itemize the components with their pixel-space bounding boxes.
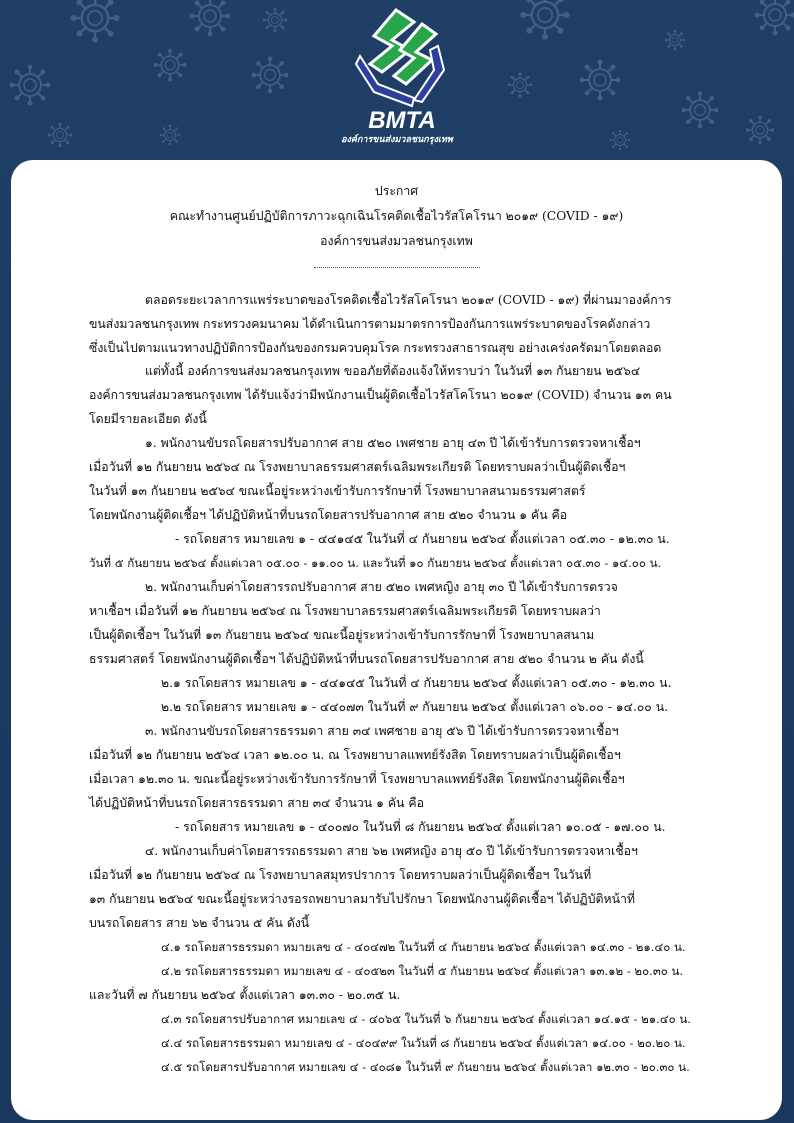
logo-subtitle: องค์การขนส่งมวลชนกรุงเทพ [341,135,453,145]
paragraph-line: ๒.๑ รถโดยสาร หมายเลข ๑ - ๔๔๑๔๕ ในวันที่ ๔ กันยายน ๒๕๖๔ ตั้งแต่เวลา ๐๕.๓๐ - ๑๒.๓๐ น. [161,676,672,690]
paragraph-line: และวันที่ ๗ กันยายน ๒๕๖๔ ตั้งแต่เวลา ๑๓.๓๐ - ๒๐.๓๕ น. [89,988,401,1002]
paragraph-line: ๔.๓ รถโดยสารปรับอากาศ หมายเลข ๔ - ๔๐๖๕ ในวันที่ ๖ กันยายน ๒๕๖๔ ตั้งแต่เวลา ๑๔.๑๕ - ๒๑.๔๐ น. [161,1012,691,1026]
paragraph-line: ธรรมศาสตร์ โดยพนักงานผู้ติดเชื้อฯ ได้ปฏิบัติหน้าที่บนรถโดยสารปรับอากาศ สาย ๕๒๐ จำนวน ๒ คัน ดังนี้ [89,652,644,666]
bmta-logo [352,6,452,148]
logo-text: BMTA [368,107,436,134]
paragraph-line: แต่ทั้งนี้ องค์การขนส่งมวลชนกรุงเทพ ขออภัยที่ต้องแจ้งให้ทราบว่า ในวันที่ ๑๓ กันยายน ๒๕๖๔ [145,364,641,378]
paragraph-line: ๒.๒ รถโดยสาร หมายเลข ๑ - ๔๔๐๗๓ ในวันที่ ๙ กันยายน ๒๕๖๔ ตั้งแต่เวลา ๐๖.๐๐ - ๑๔.๐๐ น. [161,700,669,714]
paragraph-line: เป็นผู้ติดเชื้อฯ ในวันที่ ๑๓ กันยายน ๒๕๖๔ ขณะนี้อยู่ระหว่างเข้ารับการรักษาที่ โรงพยาบาลสนาม [89,628,595,642]
announcement-card [11,160,782,1120]
paragraph-line: ๑๓ กันยายน ๒๕๖๔ ขณะนี้อยู่ระหว่างรอรถพยาบาลมารับไปรักษา โดยพนักงานผู้ติดเชื้อฯ ได้ปฏิบัติหน้าที่ [89,892,636,906]
divider [314,267,480,268]
committee-title: คณะทำงานศูนย์ปฏิบัติการภาวะฉุกเฉินโรคติดเชื้อไวรัสโคโรนา ๒๐๑๙ (COVID - ๑๙) [169,209,624,223]
paragraph-line: ๔. พนักงานเก็บค่าโดยสารรถธรรมดา สาย ๖๒ เพศหญิง อายุ ๕๐ ปี ได้เข้ารับการตรวจหาเชื้อฯ [145,844,638,858]
paragraph-line: เมื่อวันที่ ๑๒ กันยายน ๒๕๖๔ ณ โรงพยาบาลธรรมศาสตร์เฉลิมพระเกียรติ โดยทราบผลว่าเป็นผู้ติดเชื้อฯ [89,460,626,474]
paragraph-line: - รถโดยสาร หมายเลข ๑ - ๔๔๑๔๕ ในวันที่ ๔ กันยายน ๒๕๖๔ ตั้งแต่เวลา ๐๕.๓๐ - ๑๒.๓๐ น. [175,532,670,546]
paragraph-line: หาเชื้อฯ เมื่อวันที่ ๑๒ กันยายน ๒๕๖๔ ณ โรงพยาบาลธรรมศาสตร์เฉลิมพระเกียรติ โดยทราบผลว่า [89,604,601,618]
paragraph-line: บนรถโดยสาร สาย ๖๒ จำนวน ๕ คัน ดังนี้ [89,916,310,930]
paragraph-line: ๓. พนักงานขับรถโดยสารธรรมดา สาย ๓๔ เพศชาย อายุ ๕๖ ปี ได้เข้ารับการตรวจหาเชื้อฯ [145,724,619,738]
paragraph-line: ๔.๔ รถโดยสารธรรมดา หมายเลข ๔ - ๔๐๔๙๙ ในวันที่ ๘ กันยายน ๒๕๖๔ ตั้งแต่เวลา ๑๔.๐๐ - ๒๐.๒๐ น. [161,1036,686,1050]
paragraph-line: ๒. พนักงานเก็บค่าโดยสารรถปรับอากาศ สาย ๕๒๐ เพศหญิง อายุ ๓๐ ปี ได้เข้ารับการตรวจ [145,580,618,594]
paragraph-line: ขนส่งมวลชนกรุงเทพ กระทรวงคมนาคม ได้ดำเนินการตามมาตรการป้องกันการแพร่ระบาดของโรคดังกล่าว [89,317,651,331]
paragraph-line: เมื่อเวลา ๑๒.๓๐ น. ขณะนี้อยู่ระหว่างเข้ารับการรักษาที่ โรงพยาบาลแพทย์รังสิต โดยพนักงานผู้ติดเชื้อฯ [89,772,625,786]
paragraph-line: เมื่อวันที่ ๑๒ กันยายน ๒๕๖๔ เวลา ๑๒.๐๐ น. ณ โรงพยาบาลแพทย์รังสิต โดยทราบผลว่าเป็นผู้ติดเชื้อฯ [89,748,621,762]
paragraph-line: - รถโดยสาร หมายเลข ๑ - ๔๐๐๗๐ ในวันที่ ๘ กันยายน ๒๕๖๔ ตั้งแต่เวลา ๑๐.๐๕ - ๑๗.๐๐ น. [175,820,666,834]
paragraph-line: องค์การขนส่งมวลชนกรุงเทพ ได้รับแจ้งว่ามีพนักงานเป็นผู้ติดเชื้อไวรัสโคโรนา ๒๐๑๙ (COVID) จำนวน ๑๓ คน [89,388,672,402]
paragraph-line: วันที่ ๕ กันยายน ๒๕๖๔ ตั้งแต่เวลา ๐๕.๐๐ - ๑๑.๐๐ น. และวันที่ ๑๐ กันยายน ๒๕๖๔ ตั้งแต่เวลา ๐๕.๓๐ - ๑๔.๐๐ น. [89,556,662,570]
paragraph-line: ซึ่งเป็นไปตามแนวทางปฏิบัติการป้องกันของกรมควบคุมโรค กระทรวงสาธารณสุข อย่างเคร่งครัดมาโดยตลอด [89,341,662,355]
paragraph-line: เมื่อวันที่ ๑๒ กันยายน ๒๕๖๔ ณ โรงพยาบาลสมุทรปราการ โดยทราบผลว่าเป็นผู้ติดเชื้อฯ ในวันที่ [89,868,592,882]
paragraph-line: โดยพนักงานผู้ติดเชื้อฯ ได้ปฏิบัติหน้าที่บนรถโดยสารปรับอากาศ สาย ๕๒๐ จำนวน ๑ คัน คือ [89,508,568,522]
paragraph-line: ๔.๒ รถโดยสารธรรมดา หมายเลข ๔ - ๔๐๕๒๓ ในวันที่ ๕ กันยายน ๒๕๖๔ ตั้งแต่เวลา ๑๓.๑๒ - ๒๐.๓๐ น. [161,964,684,978]
paragraph-line: ตลอดระยะเวลาการแพร่ระบาดของโรคติดเชื้อไวรัสโคโรนา ๒๐๑๙ (COVID - ๑๙) ที่ผ่านมาองค์การ [145,293,672,307]
paragraph-line: ในวันที่ ๑๓ กันยายน ๒๕๖๔ ขณะนี้อยู่ระหว่างเข้ารับการรักษาที่ โรงพยาบาลสนามธรรมศาสตร์ [89,484,586,498]
paragraph-line: ๔.๕ รถโดยสารปรับอากาศ หมายเลข ๔ - ๔๐๘๑ ในวันที่ ๙ กันยายน ๒๕๖๔ ตั้งแต่เวลา ๑๒.๓๐ - ๒๐.๓๐ น. [161,1060,690,1074]
paragraph-line: ๔.๑ รถโดยสารธรรมดา หมายเลข ๔ - ๔๐๔๗๒ ในวันที่ ๔ กันยายน ๒๕๖๔ ตั้งแต่เวลา ๑๔.๓๐ - ๒๑.๔๐ น. [161,940,686,954]
paragraph-line: ๑. พนักงานขับรถโดยสารปรับอากาศ สาย ๕๒๐ เพศชาย อายุ ๔๓ ปี ได้เข้ารับการตรวจหาเชื้อฯ [145,436,641,450]
announcement-label: ประกาศ [374,184,419,198]
paragraph-line: โดยมีรายละเอียด ดังนี้ [89,412,207,426]
organization-name: องค์การขนส่งมวลชนกรุงเทพ [320,234,473,248]
paragraph-line: ได้ปฏิบัติหน้าที่บนรถโดยสารธรรมดา สาย ๓๔ จำนวน ๑ คัน คือ [89,796,424,810]
